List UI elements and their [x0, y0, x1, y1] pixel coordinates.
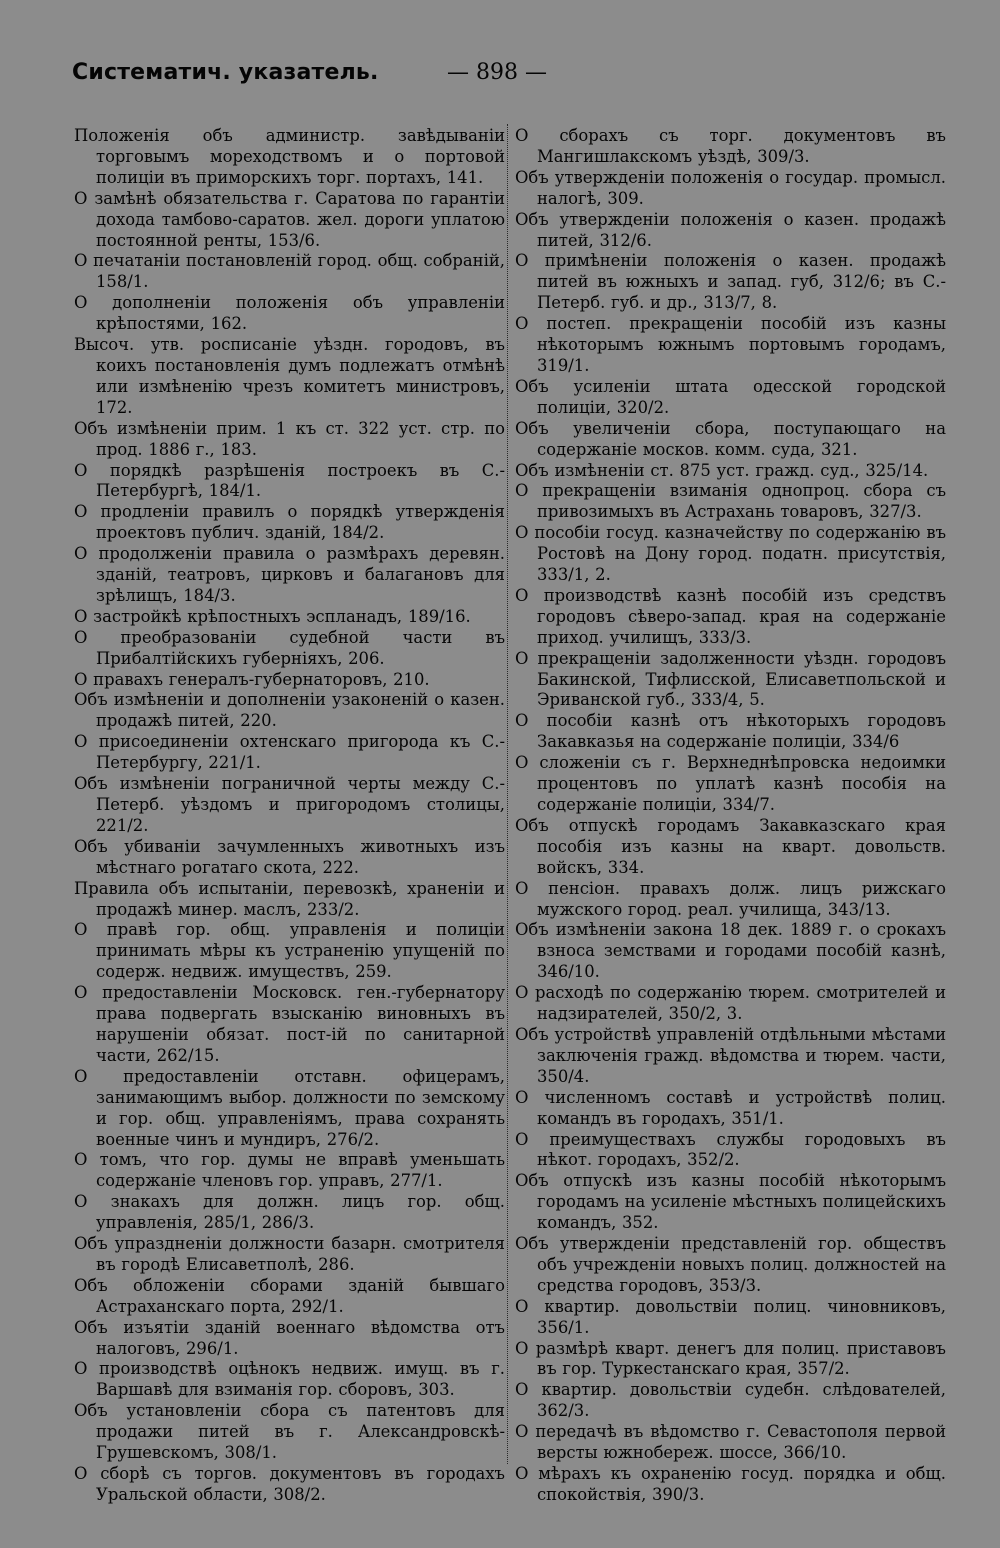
index-entry: О мѣрахъ къ охраненію госуд. порядка и общ. спокойствія, 390/3.: [515, 1464, 946, 1504]
running-title: Систематич. указатель.: [72, 60, 379, 85]
index-entry: Объ убиваніи зачумленныхъ животныхъ изъ мѣстнаго рогатаго скота, 222.: [74, 836, 505, 877]
index-entry: Объ устройствѣ управленій отдѣльными мѣстами заключенія гражд. вѣдомства и тюрем. части, 350/4.: [515, 1024, 946, 1086]
index-entry: О постеп. прекращеніи пособій изъ казны нѣкоторымъ южнымъ портовымъ городамъ, 319/1.: [515, 314, 946, 375]
index-entry: О пособіи казнѣ отъ нѣкоторыхъ городовъ Закавказья на содержаніе полиціи, 334/6: [515, 711, 946, 752]
index-entry: Объ упраздненіи должности базарн. смотрителя въ городѣ Елисаветполѣ, 286.: [74, 1234, 505, 1274]
index-entry: О пенсіон. правахъ долж. лицъ рижскаго мужского город. реал. училища, 343/13.: [515, 878, 946, 919]
index-entry: О предоставленіи Московск. ген.-губернатору права подвергать взысканію виновныхъ въ нарушеніи обязат. пост-ій по санитарной части, 262/15.: [74, 983, 505, 1065]
index-entry: О сборахъ съ торг. документовъ въ Мангишлакскомъ уѣздѣ, 309/3.: [515, 126, 946, 166]
index-entry: Объ утвержденіи представленій гор. обществъ объ учрежденіи новыхъ полиц. должностей на средства городовъ, 353/3.: [515, 1234, 946, 1295]
index-entry: Правила объ испытаніи, перевозкѣ, храненіи и продажѣ минер. маслъ, 233/2.: [74, 878, 505, 919]
right-column: [515, 126, 946, 1504]
index-entry: О замѣнѣ обязательства г. Саратова по гарантіи дохода тамбово-саратов. жел. дороги уплатою постоянной ренты, 153/6.: [74, 188, 505, 250]
index-entry: О прекращеніи взиманія однопроц. сбора съ привозимыхъ въ Астрахань товаровъ, 327/3.: [515, 481, 946, 522]
index-entry: О присоединеніи охтенскаго пригорода къ С.-Петербургу, 221/1.: [74, 732, 505, 773]
index-entry: О передачѣ въ вѣдомство г. Севастополя первой версты южнобереж. шоссе, 366/10.: [515, 1422, 946, 1463]
index-entry: О порядкѣ разрѣшенія построекъ въ С.-Петербургѣ, 184/1.: [74, 460, 505, 501]
index-entry: О преобразованіи судебной части въ Прибалтійскихъ губерніяхъ, 206.: [74, 627, 505, 668]
index-entry: Объ обложеніи сборами зданій бывшаго Астраханскаго порта, 292/1.: [74, 1275, 505, 1316]
index-entry: О сложеніи съ г. Верхнеднѣпровска недоимки процентовъ по уплатѣ казнѣ пособія на содержаніе полиціи, 334/7.: [515, 753, 946, 814]
index-entry: О квартир. довольствіи полиц. чиновниковъ, 356/1.: [515, 1296, 946, 1337]
left-column: [74, 126, 505, 1504]
index-entry: Высоч. утв. росписаніе уѣздн. городовъ, въ коихъ постановленія думъ подлежатъ отмѣнѣ или измѣненію чрезъ комитетъ министровъ, 172.: [74, 335, 505, 417]
index-entry: О печатаніи постановленій город. общ. собраній, 158/1.: [74, 251, 505, 292]
index-entry: Объ установленіи сбора съ патентовъ для продажи питей въ г. Александровскѣ-Грушевскомъ, 308/1.: [74, 1401, 505, 1463]
index-entry: О правахъ генералъ-губернаторовъ, 210.: [74, 669, 430, 689]
index-entry: Объ увеличеніи сбора, поступающаго на содержаніе москов. комм. суда, 321.: [515, 418, 946, 459]
index-entry: Объ утвержденіи положенія о казен. продажѣ питей, 312/6.: [515, 209, 946, 250]
index-entry: Объ измѣненіи закона 18 дек. 1889 г. о срокахъ взноса земствами и городами пособій казнѣ, 346/10.: [515, 920, 946, 982]
index-entry: О расходѣ по содержанію тюрем. смотрителей и надзирателей, 350/2, 3.: [515, 983, 946, 1024]
index-entry: О преимуществахъ службы городовыхъ въ нѣкот. городахъ, 352/2.: [515, 1129, 946, 1170]
index-entry: О застройкѣ крѣпостныхъ эспланадъ, 189/16.: [74, 606, 471, 626]
index-entry: Объ измѣненіи прим. 1 къ ст. 322 уст. стр. по прод. 1886 г., 183.: [74, 418, 505, 459]
index-entry: Объ утвержденіи положенія о государ. промысл. налогѣ, 309.: [515, 167, 946, 208]
index-entry: О томъ, что гор. думы не вправѣ уменьшать содержаніе членовъ гор. управъ, 277/1.: [74, 1150, 505, 1191]
index-entry: О производствѣ оцѣнокъ недвиж. имущ. въ г. Варшавѣ для взиманія гор. сборовъ, 303.: [74, 1359, 505, 1400]
index-entry: Объ отпускѣ изъ казны пособій нѣкоторымъ городамъ на усиленіе мѣстныхъ полицейскихъ командъ, 352.: [515, 1171, 946, 1233]
index-entry: Положенія объ администр. завѣдываніи торговымъ мореходствомъ и о портовой полиціи въ приморскихъ торг. портахъ, 141.: [74, 126, 505, 187]
index-entry: О знакахъ для должн. лицъ гор. общ. управленія, 285/1, 286/3.: [74, 1192, 505, 1233]
index-entry: Объ изъятіи зданій военнаго вѣдомства отъ налоговъ, 296/1.: [74, 1317, 505, 1358]
index-entry: О квартир. довольствіи судебн. слѣдователей, 362/3.: [515, 1380, 946, 1421]
index-entry: Объ измѣненіи пограничной черты между С.-Петерб. уѣздомъ и пригородомъ столицы, 221/2.: [74, 774, 505, 835]
index-entry: Объ отпускѣ городамъ Закавказскаго края пособія изъ казны на кварт. довольств. войскъ, 334.: [515, 815, 946, 877]
index-entry: О пособіи госуд. казначейству по содержанію въ Ростовѣ на Дону город. податн. присутствія, 333/1, 2.: [515, 523, 946, 585]
index-entry: Объ измѣненіи и дополненіи узаконеній о казен. продажѣ питей, 220.: [74, 690, 505, 731]
page-header: [72, 60, 944, 94]
index-entry: О численномъ составѣ и устройствѣ полиц. командъ въ городахъ, 351/1.: [515, 1087, 946, 1128]
index-entry: О сборѣ съ торгов. документовъ въ городахъ Уральской области, 308/2.: [74, 1464, 505, 1504]
index-entry: О продолженіи правила о размѣрахъ деревян. зданій, театровъ, цирковъ и балагановъ для зрѣлищъ, 184/3.: [74, 544, 505, 605]
index-entry: О дополненіи положенія объ управленіи крѣпостями, 162.: [74, 293, 505, 334]
index-entry: Объ измѣненіи ст. 875 уст. гражд. суд., 325/14.: [515, 460, 929, 480]
index-entry: О производствѣ казнѣ пособій изъ средствъ городовъ сѣверо-запад. края на содержаніе приход. училищъ, 333/3.: [515, 585, 946, 647]
index-entry: Объ усиленіи штата одесской городской полиціи, 320/2.: [515, 376, 946, 417]
index-entry: О продленіи правилъ о порядкѣ утвержденія проектовъ публич. зданій, 184/2.: [74, 502, 505, 543]
index-entry: О примѣненіи положенія о казен. продажѣ питей въ южныхъ и запад. губ, 312/6; въ С.-Петерб. губ. и др., 313/7, 8.: [515, 251, 946, 313]
index-entry: О прекращеніи задолженности уѣздн. городовъ Бакинской, Тифлисской, Елисаветпольской и Эриванской губ., 333/4, 5.: [515, 648, 946, 710]
page-number: — 898 —: [447, 60, 547, 85]
column-divider: [507, 124, 509, 1464]
index-entry: О предоставленіи отставн. офицерамъ, занимающимъ выбор. должности по земскому и гор. общ. управленіямъ, права сохранять военные чинъ и мундиръ, 276/2.: [74, 1066, 505, 1149]
index-entry: О правѣ гор. общ. управленія и полиціи принимать мѣры къ устраненію упущеній по содерж. недвиж. имуществъ, 259.: [74, 920, 505, 982]
index-entry: О размѣрѣ кварт. денегъ для полиц. приставовъ въ гор. Туркестанскаго края, 357/2.: [515, 1338, 946, 1379]
